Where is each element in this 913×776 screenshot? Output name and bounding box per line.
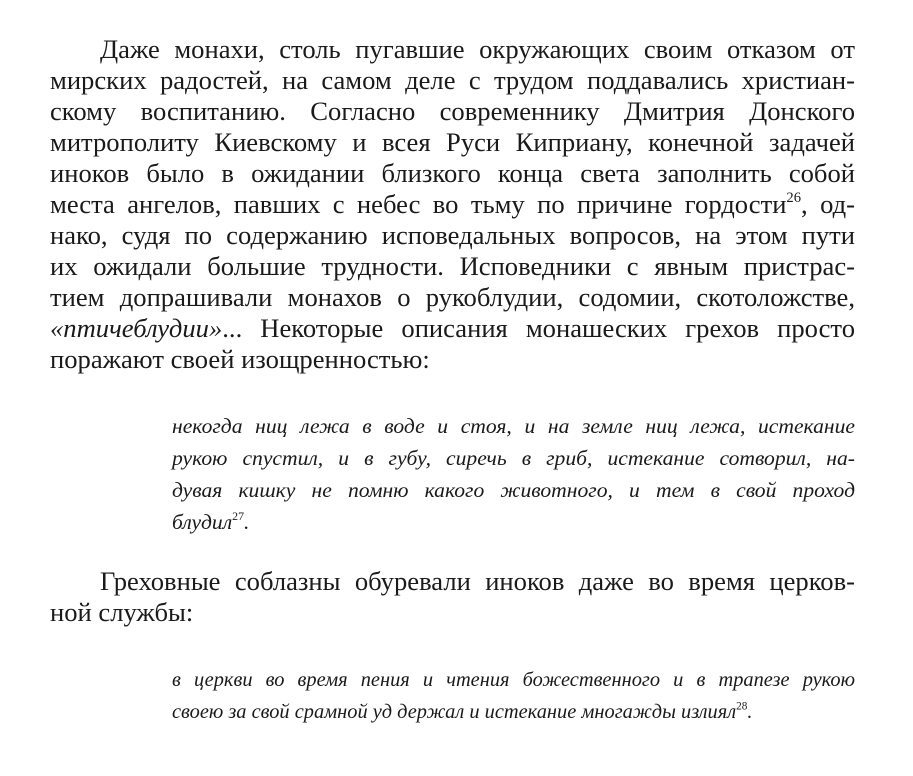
footnote-26: 26 (786, 190, 802, 207)
paragraph-1-line-2: мирских радостей, на самом деле с трудом поддавались христиан- (50, 65, 855, 95)
quote-1-line-4-text: блудил (172, 510, 233, 534)
quote-1-line-2: рукою спустил, и в губу, сиречь в гриб, истекание сотворил, на- (172, 446, 855, 470)
quote-2-period: . (747, 701, 753, 723)
paragraph-1-line-6 (50, 188, 855, 220)
paragraph-1-line-6-text: места ангелов, павших с небес во тьму по причине гордости (50, 189, 787, 219)
paragraph-1-line-10-text: Некоторые описания монашеских грехов просто (260, 313, 855, 343)
paragraph-1-line-6-tail: , од- (801, 189, 855, 219)
paragraph-1-line-5: иноков было в ожидании близкого конца света заполнить собой (50, 158, 855, 188)
italic-term: «птичеблудии» (50, 313, 223, 343)
paragraph-2-line-1: Греховные соблазны обуревали иноков даже во время церков- (100, 566, 855, 596)
footnote-27: 27 (232, 509, 244, 524)
quote-2-line-2 (172, 698, 752, 726)
quote-1-period: . (244, 510, 250, 534)
quote-2-line-2-text: своею за свой срамной уд держал и истекание многажды излиял (172, 701, 737, 723)
paragraph-1-line-3: скому воспитанию. Согласно современнику Дмитрия Донского (50, 96, 855, 126)
quote-1-line-3: дувая кишку не помню какого животного, и тем в свой проход (172, 478, 855, 502)
quote-2-line-1: в церкви во время пения и чтения божественного и в трапезе рукою (172, 669, 855, 691)
paragraph-1-line-1: Даже монахи, столь пугавшие окружающих своим отказом от (100, 34, 855, 64)
paragraph-1-line-10 (50, 312, 855, 344)
paragraph-1-line-4: митрополиту Киевскому и всея Руси Киприану, конечной задачей (50, 127, 855, 157)
paragraph-1-line-7: нако, судя по содержанию исповедальных вопросов, на этом пути (50, 220, 855, 250)
quote-1-line-4 (172, 508, 249, 536)
paragraph-1-line-9: тием допрашивали монахов о рукоблудии, содомии, скотоложстве, (50, 282, 855, 312)
quote-1-line-1: некогда ниц лежа в воде и стоя, и на земле ниц лежа, истекание (172, 414, 855, 438)
footnote-28: 28 (736, 700, 748, 713)
paragraph-2-line-2: ной службы: (50, 597, 194, 627)
paragraph-1-line-11: поражают своей изощренностью: (50, 344, 430, 374)
ellipsis: ... (222, 313, 243, 343)
paragraph-1-line-8: их ожидали большие трудности. Исповедники с явным пристрас- (50, 251, 855, 281)
